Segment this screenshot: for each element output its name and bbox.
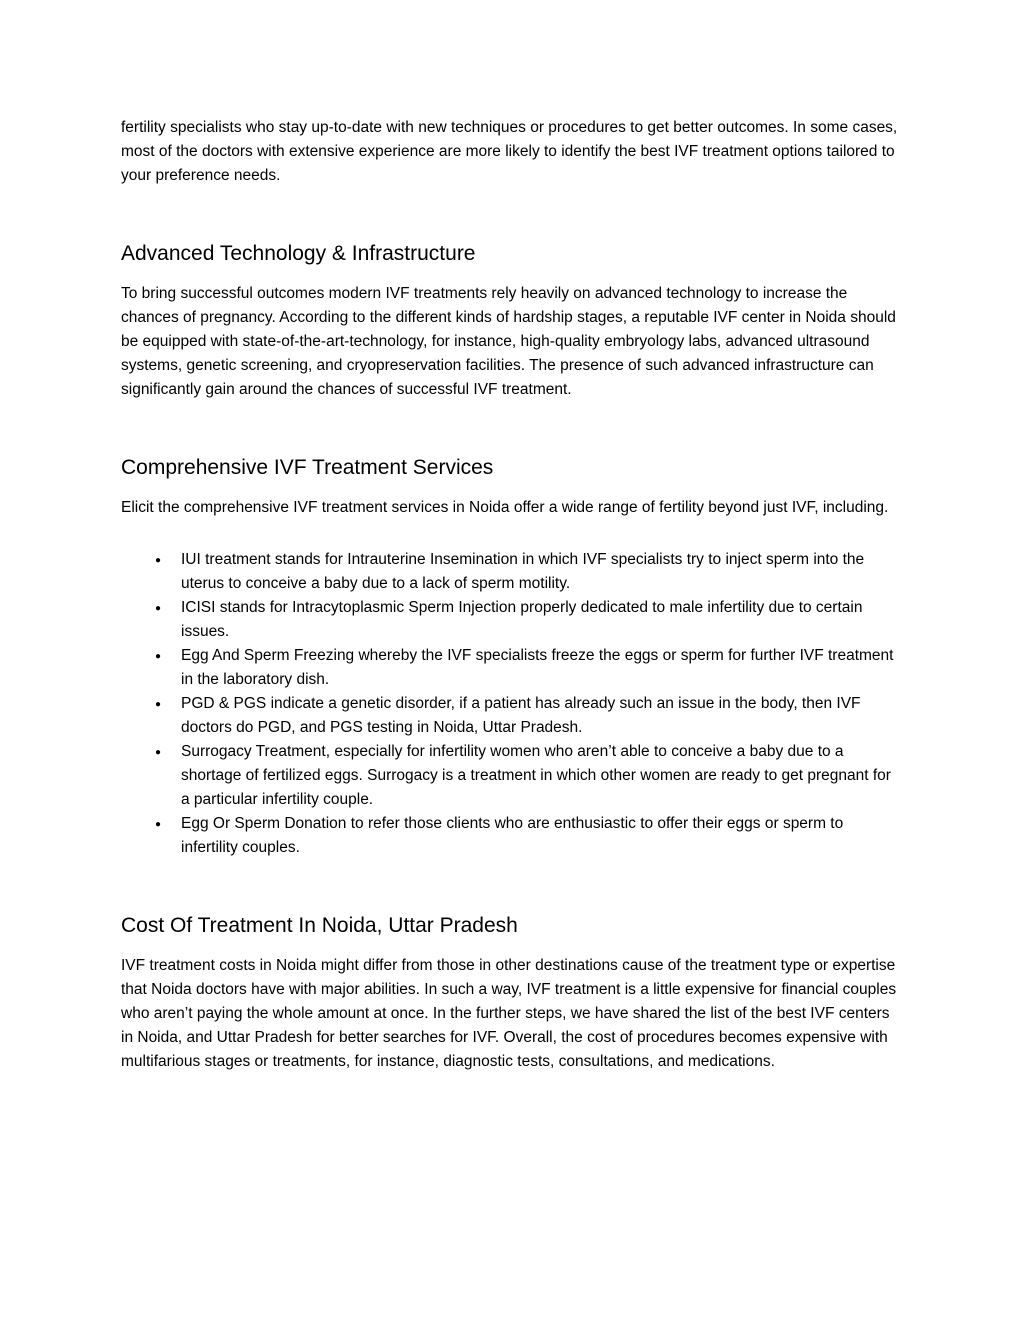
section-heading-cost-of-treatment: Cost Of Treatment In Noida, Uttar Pradesh xyxy=(121,914,518,937)
section-paragraph-advanced-technology: To bring successful outcomes modern IVF treatments rely heavily on advanced technology to increase the chances of pregnancy. According to the different kinds of hardship stages, a reputable IVF center in Noida should be equipped with state-of-the-art-technology, for instance, high-quality embryology labs, advanced ultrasound systems, genetic screening, and cryopreservation facilities. The presence of such advanced infrastructure can significantly gain around the chances of successful IVF treatment. xyxy=(121,285,896,398)
section-heading-advanced-technology: Advanced Technology & Infrastructure xyxy=(121,242,476,265)
bullet-item-iui: ● IUI treatment stands for Intrauterine Insemination in which IVF specialists try to inject sperm into the uterus to conceive a baby due to a lack of sperm motility. xyxy=(155,548,902,596)
bullet-item-egg-sperm-freezing: ● Egg And Sperm Freezing whereby the IVF specialists freeze the eggs or sperm for further IVF treatment in the laboratory dish. xyxy=(155,644,902,692)
section-paragraph-cost-of-treatment: IVF treatment costs in Noida might differ from those in other destinations cause of the treatment type or expertise that Noida doctors have with major abilities. In such a way, IVF treatment is a little expensive for financial couples who aren’t paying the whole amount at once. In the further steps, we have shared the list of the best IVF centers in Noida, and Uttar Pradesh for better searches for IVF. Overall, the cost of procedures becomes expensive with multifarious stages or treatments, for instance, diagnostic tests, consultations, and medications. xyxy=(121,957,897,1070)
treatment-services-bullet-list xyxy=(121,548,902,860)
section-paragraph-comprehensive-services: Elicit the comprehensive IVF treatment services in Noida offer a wide range of fertility beyond just IVF, including. xyxy=(121,499,889,516)
bullet-item-icisi: ● ICISI stands for Intracytoplasmic Sperm Injection properly dedicated to male infertility due to certain issues. xyxy=(155,596,902,644)
section-heading-comprehensive-services: Comprehensive IVF Treatment Services xyxy=(121,456,494,479)
intro-paragraph: fertility specialists who stay up-to-date with new techniques or procedures to get better outcomes. In some cases, most of the doctors with extensive experience are more likely to identify the best IVF treatment options tailored to your preference needs. xyxy=(121,119,898,184)
bullet-item-surrogacy: ● Surrogacy Treatment, especially for infertility women who aren’t able to conceive a baby due to a shortage of fertilized eggs. Surrogacy is a treatment in which other women are ready to get pregnant for a particular infertility couple. xyxy=(155,740,902,812)
bullet-item-pgd-pgs: ● PGD & PGS indicate a genetic disorder, if a patient has already such an issue in the body, then IVF doctors do PGD, and PGS testing in Noida, Uttar Pradesh. xyxy=(155,692,902,740)
bullet-item-egg-sperm-donation: ● Egg Or Sperm Donation to refer those clients who are enthusiastic to offer their eggs or sperm to infertility couples. xyxy=(155,812,902,860)
